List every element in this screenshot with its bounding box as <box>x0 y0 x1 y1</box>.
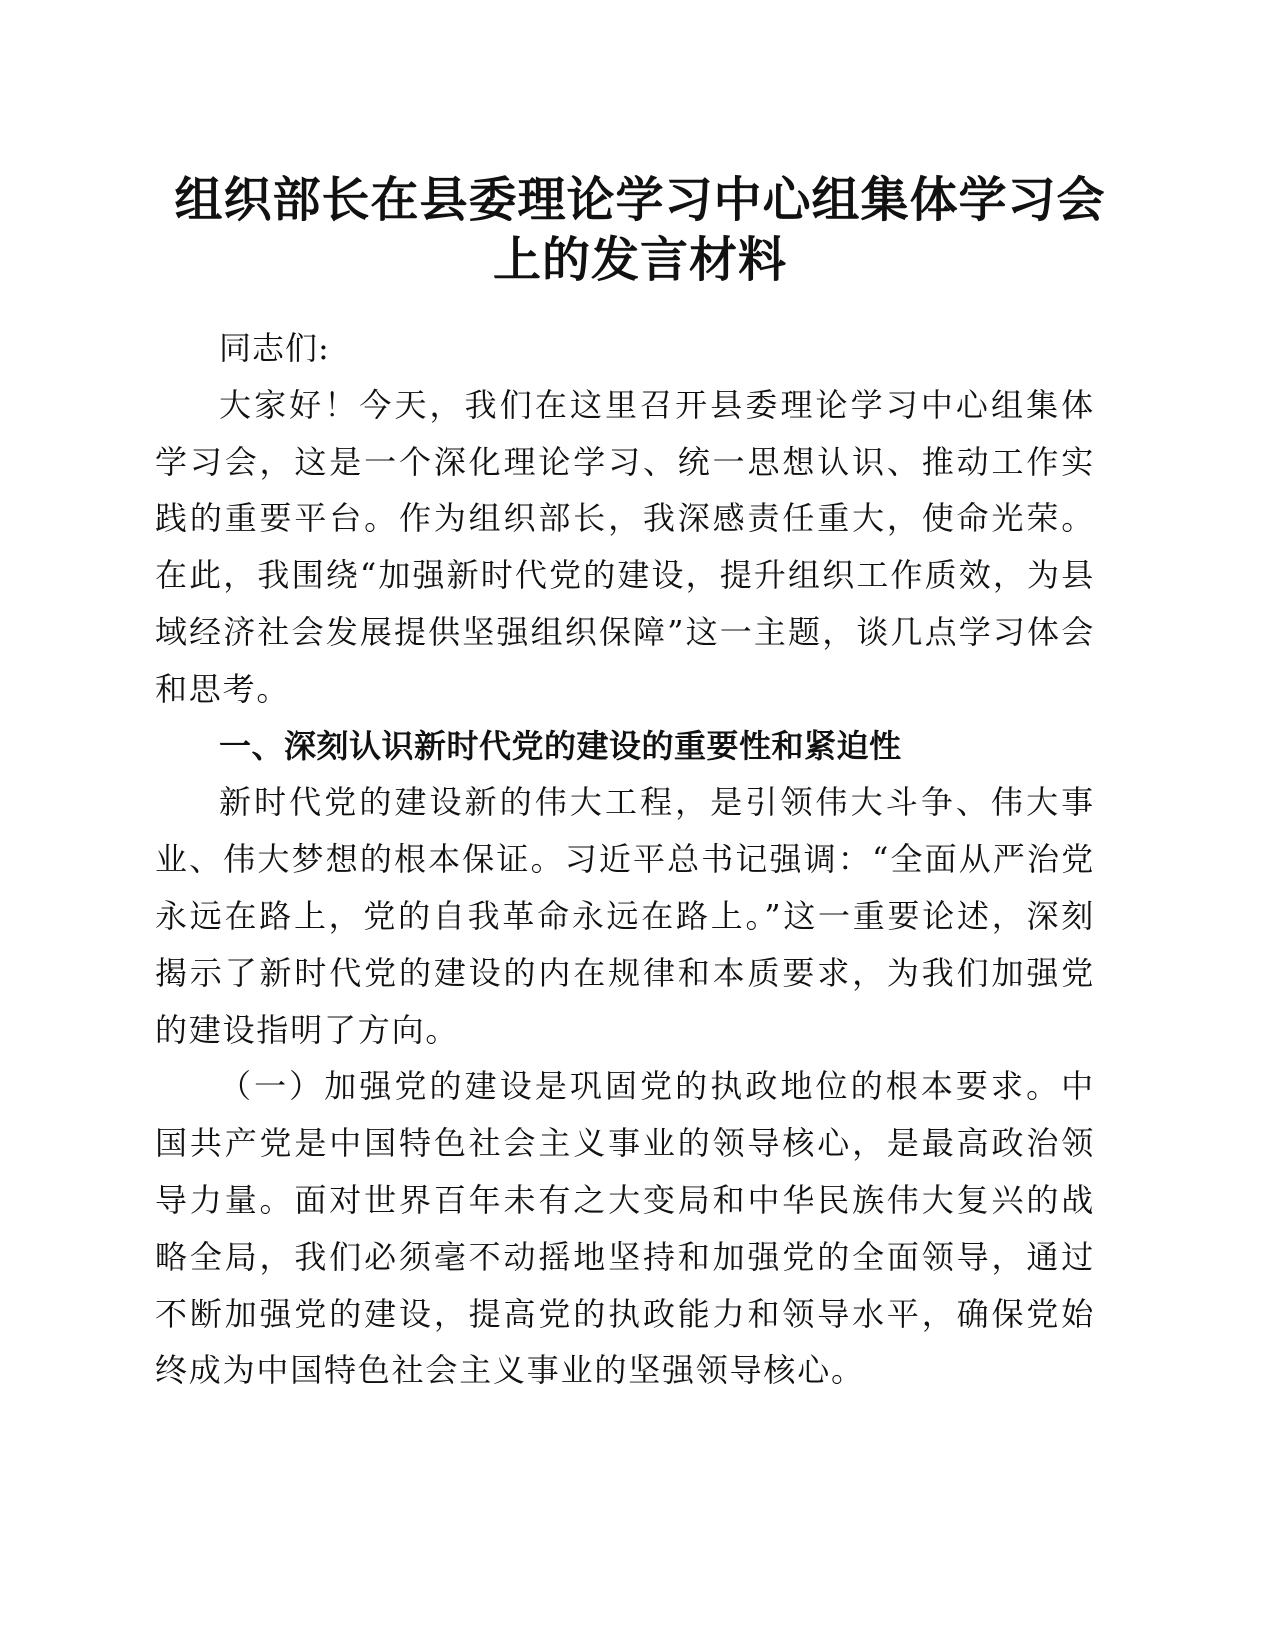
section-heading: 一、深刻认识新时代党的建设的重要性和紧迫性 <box>219 726 902 765</box>
greeting-paragraph: 同志们: <box>219 329 330 367</box>
intro-paragraph: 大家好！今天，我们在这里召开县委理论学习中心组集体学习会，这是一个深化理论学习、统一思想认识、推动工作实践的重要平台。作为组织部长，我深感责任重大，使命光荣。在此，我围绕“加强新时代党的建设，提升组织工作质效，为县域经济社会发展提供坚强组织保障”这一主题，谈几点学习体会和思考。 <box>155 385 1095 708</box>
document-title: 组织部长在县委理论学习中心组集体学习会上的发言材料 <box>174 172 1106 288</box>
subsection-paragraph: （一）加强党的建设是巩固党的执政地位的根本要求。中国共产党是中国特色社会主义事业的领导核心，是最高政治领导力量。面对世界百年未有之大变局和中华民族伟大复兴的战略全局，我们必须毫不动摇地坚持和加强党的全面领导，通过不断加强党的建设，提高党的执政能力和领导水平，确保党始终成为中国特色社会主义事业的坚强领导核心。 <box>155 1067 1095 1390</box>
document-body <box>155 320 1095 1399</box>
section-paragraph: 新时代党的建设新的伟大工程，是引领伟大斗争、伟大事业、伟大梦想的根本保证。习近平总书记强调：“全面从严治党永远在路上，党的自我革命永远在路上。”这一重要论述，深刻揭示了新时代党的建设的内在规律和本质要求，为我们加强党的建设指明了方向。 <box>155 783 1095 1049</box>
